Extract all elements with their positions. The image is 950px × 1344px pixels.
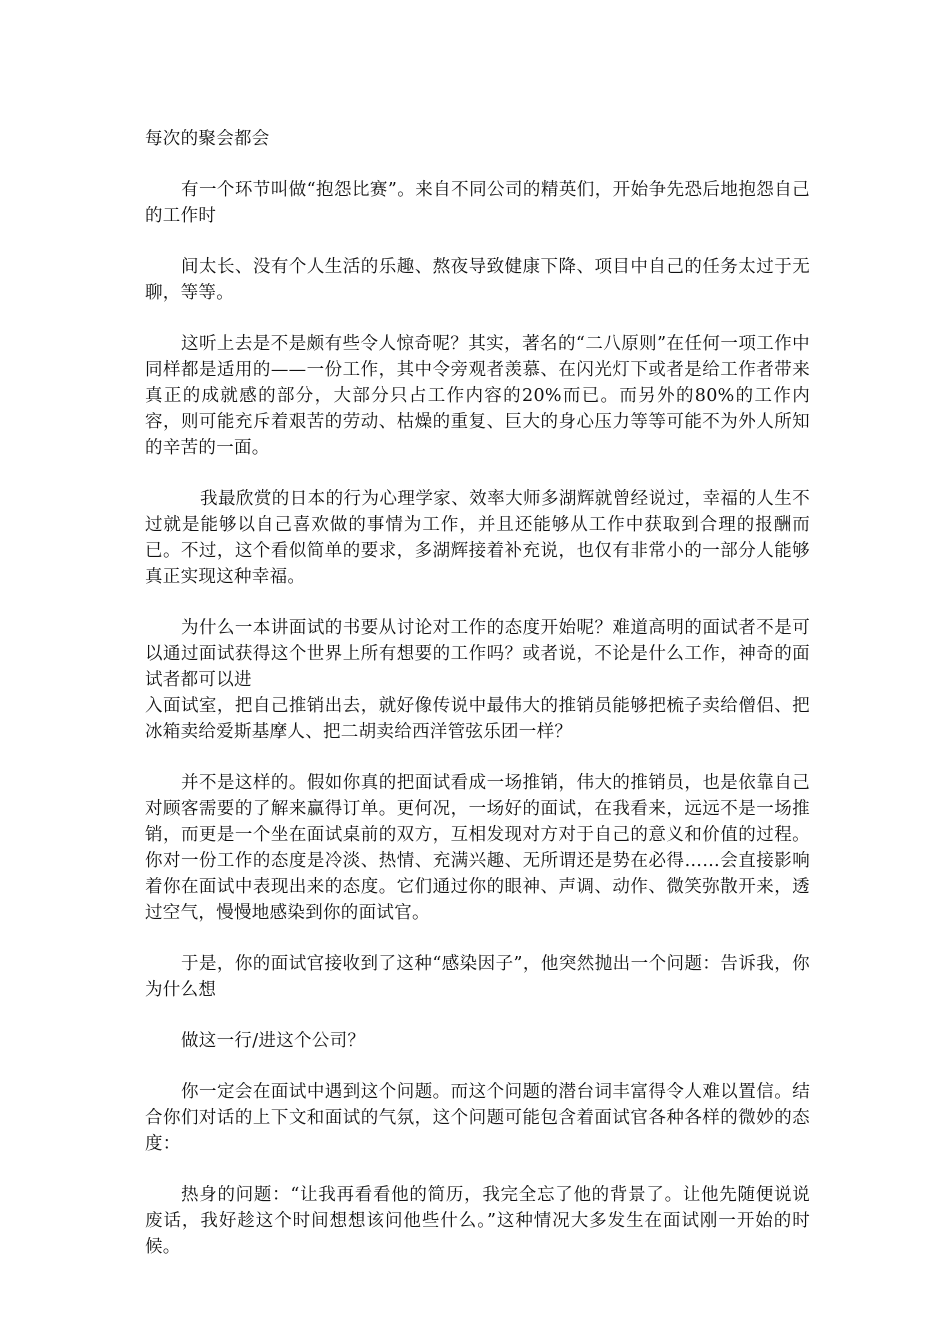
paragraph-opening: 每次的聚会都会 (145, 129, 270, 149)
paragraph-question: 做这一行/进这个公司？ (181, 1031, 366, 1051)
paragraph-subtext: 你一定会在面试中遇到这个问题。而这个问题的潜台词丰富得令人难以置信。结合你们对话的上下文和面试的气氛，这个问题可能包含着面试官各种各样的微妙的态度： (145, 1082, 810, 1154)
paragraph-complaint-contest: 有一个环节叫做“抱怨比赛”。来自不同公司的精英们，开始争先恐后地抱怨自己的工作时 (145, 180, 810, 226)
paragraph-infection-factor: 于是，你的面试官接收到了这种“感染因子”，他突然抛出一个问题：告诉我，你为什么想 (145, 954, 810, 1000)
paragraph-why-attitude: 为什么一本讲面试的书要从讨论对工作的态度开始呢？难道高明的面试者不是可以通过面试获得这个世界上所有想要的工作吗？或者说，不论是什么工作，神奇的面试者都可以进 (145, 618, 810, 690)
paragraph-eighty-twenty-rule: 这听上去是不是颇有些令人惊奇呢？其实，著名的“二八原则”在任何一项工作中同样都是适用的——一份工作，其中令旁观者羡慕、在闪光灯下或者是给工作者带来真正的成就感的部分，大部分只占工作内容的20%而已。而另外的80%的工作内容，则可能充斥着艰苦的劳动、枯燥的重复、巨大的身心压力等等可能不为外人所知的辛苦的一面。 (145, 334, 810, 458)
paragraph-not-a-sale: 并不是这样的。假如你真的把面试看成一场推销，伟大的推销员，也是依靠自己对顾客需要的了解来赢得订单。更何况，一场好的面试，在我看来，远远不是一场推销，而更是一个坐在面试桌前的双方，互相发现对方对于自己的意义和价值的过程。你对一份工作的态度是冷淡、热情、充满兴趣、无所谓还是势在必得……会直接影响着你在面试中表现出来的态度。它们通过你的眼神、声调、动作、微笑弥散开来，透过空气，慢慢地感染到你的面试官。 (145, 773, 810, 923)
paragraph-happiness-quote: 我最欣赏的日本的行为心理学家、效率大师多湖辉就曾经说过，幸福的人生不过就是能够以自己喜欢做的事情为工作，并且还能够从工作中获取到合理的报酬而已。不过，这个看似简单的要求，多湖辉接着补充说，也仅有非常小的一部分人能够真正实现这种幸福。 (145, 489, 810, 587)
paragraph-salesman-analogy: 入面试室，把自己推销出去，就好像传说中最伟大的推销员能够把梳子卖给僧侣、把冰箱卖给爱斯基摩人、把二胡卖给西洋管弦乐团一样？ (145, 696, 810, 742)
paragraph-warmup-question: 热身的问题：“让我再看看他的简历，我完全忘了他的背景了。让他先随便说说废话，我好趁这个时间想想该问他些什么。”这种情况大多发生在面试刚一开始的时候。 (145, 1185, 810, 1257)
paragraph-complaint-list: 间太长、没有个人生活的乐趣、熬夜导致健康下降、项目中自己的任务太过于无聊，等等。 (145, 257, 810, 303)
document-page (145, 0, 810, 1344)
